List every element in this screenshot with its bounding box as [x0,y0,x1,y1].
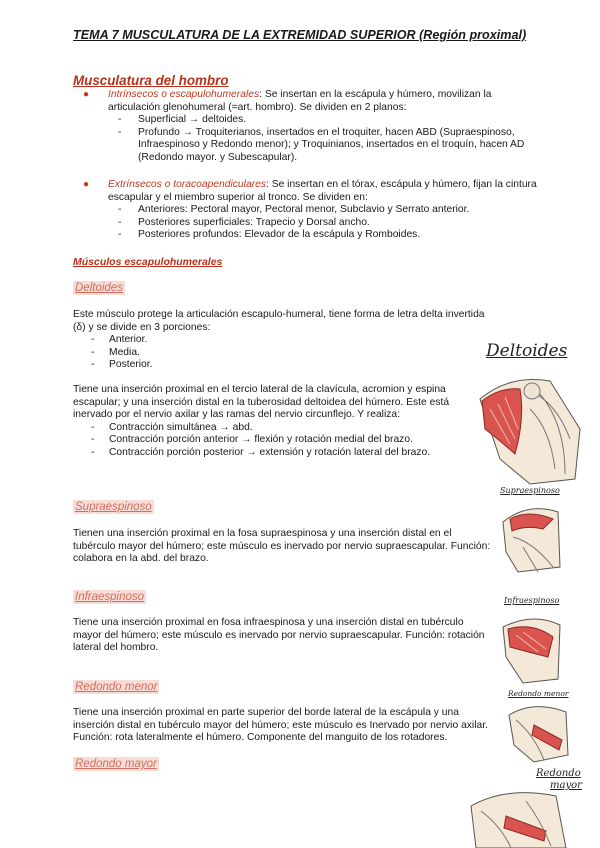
intrinsecos-term: Intrínsecos o escapulohumerales [108,89,260,100]
heading-redondo-menor: Redondo menor [75,681,158,693]
deltoides-insertion [73,384,455,460]
section-heading-hombro: Musculatura del hombro [73,73,229,88]
deltoides-intro-text: Este músculo protege la articulación escapulo-humeral, tiene forma de letra delta invertida (δ) y se divide en 3 porciones: [73,309,485,333]
list-item: - Superficial → deltoides. [118,114,247,126]
redondo-menor-sketch [504,688,574,768]
list-item-text: Profundo → Troquiterianos, insertados en el troquiter, hacen ABD (Supraespinoso, Infraespinoso y Redondo menor); y Troquinianos, insertados en el troquín, hacen AD (Redondo mayor. y Subescapular). [138,126,525,163]
supraespinoso-drawing-icon [498,497,568,577]
list-item: - Posteriores profundos: Elevador de la escápula y Romboides. [118,229,421,241]
intrinsecos-text: : Se insertan en la escápula y húmero, movilizan la articulación glenohumeral (=art. hombro). Se dividen en 2 planos: [108,89,492,113]
intrinsecos-block [82,89,542,165]
sketch-label-supraespinoso: Supraespinoso [500,486,560,495]
list-item: - Posterior. [91,359,153,371]
infraespinoso-sketch [498,595,568,685]
sketch-label-redondo-menor: Redondo menor [508,689,569,698]
heading-infraespinoso: Infraespinoso [75,591,145,603]
list-item-text: Anteriores: Pectoral mayor, Pectoral menor, Subclavio y Serrato anterior. [138,204,470,216]
extrinsecos-text: : Se insertan en el tórax, escápula y húmero, fijan la cintura escapular y el miembro superior al tronco. Se dividen en: [108,179,537,203]
page-title: TEMA 7 MUSCULATURA DE LA EXTREMIDAD SUPERIOR (Región proximal) [73,28,527,42]
list-item-text: Media. [109,346,140,358]
list-item: - Anteriores: Pectoral mayor, Pectoral menor, Subclavio y Serrato anterior. [118,204,470,216]
sketch-label-deltoides: Deltoides [486,341,568,361]
list-item-text: Posteriores superficiales: Trapecio y Dorsal ancho. [138,216,370,228]
redondo-mayor-sketch [466,768,590,848]
list-item: - Posteriores superficiales: Trapecio y Dorsal ancho. [118,216,370,228]
infraespinoso-text: Tiene una inserción proximal en fosa infraespinosa y una inserción distal en tubérculo mayor del húmero; este músculo es inervado por nervio supraescapular. Función: rotación lateral del hombro. [73,617,485,654]
extrinsecos-block [82,179,542,242]
list-item: - Contracción porción posterior → extensión y rotación lateral del brazo. [91,446,431,458]
intrinsecos-bullet [82,89,542,114]
list-item: - Anterior. [91,334,148,346]
list-item: - Profundo → Troquiterianos, insertados en el troquiter, hacen ABD (Supraespinoso, Infraespinoso y Redondo menor); y Troquinianos, insertados en el troquín, hacen AD (Redondo mayor. y Subescapular). [118,126,525,163]
list-item-text: Contracción porción anterior → flexión y rotación medial del brazo. [109,434,413,446]
list-item-text: Posterior. [109,359,153,371]
heading-deltoides: Deltoides [75,282,123,294]
redondo-menor-text: Tiene una inserción proximal en parte superior del borde lateral de la escápula y una inserción distal en tubérculo mayor del húmero; este músculo es Inervado por nervio axilar. Función: rota lateralmente el húmero. Componente del manguito de los rotadores. [73,707,488,744]
list-item: - Contracción porción anterior → flexión y rotación medial del brazo. [91,434,413,446]
supraespinoso-text: Tienen una inserción proximal en la fosa supraespinosa y una inserción distal en el tubérculo mayor del húmero; este músculo es inervado por nervio supraescapular. Función: colabora en la abd. del brazo. [73,528,491,565]
list-item: - Contracción simultánea → abd. [91,421,253,433]
heading-redondo-mayor: Redondo mayor [75,758,157,770]
section-heading-escapulohumerales: Músculos escapulohumerales [73,256,223,268]
list-item-text: Contracción porción posterior → extensión y rotación lateral del brazo. [109,446,431,458]
supraespinoso-sketch [498,485,568,580]
sketch-label-redondo-mayor-2: mayor [550,780,582,791]
extrinsecos-bullet [82,179,542,204]
list-item-text: Superficial → deltoides. [138,114,247,126]
redondo-mayor-drawing-icon [466,786,576,848]
deltoides-drawing-icon [470,369,590,489]
heading-supraespinoso: Supraespinoso [75,501,152,513]
list-item: - Media. [91,346,140,358]
sketch-label-infraespinoso: Infraespinoso [504,596,560,605]
extrinsecos-list [82,204,542,242]
bullet-icon: ● [83,179,90,190]
sketch-label-redondo-mayor-1: Redondo [536,768,581,779]
intrinsecos-list [82,114,542,164]
extrinsecos-term: Extrínsecos o toracoapendiculares [108,179,266,190]
deltoides-intro [73,309,491,372]
list-item-text: Contracción simultánea → abd. [109,421,253,433]
deltoides-sketch [470,341,590,485]
infraespinoso-drawing-icon [498,607,568,685]
deltoides-insertion-text: Tiene una inserción proximal en el tercio lateral de la clavícula, acromion y espina escapular; y una inserción distal en la tuberosidad deltoidea del húmero. Este está inervado por el nervio axilar y las ramas del nervio circunflejo. Y realiza: [73,384,450,421]
list-item-text: Anterior. [109,334,148,346]
bullet-icon: ● [83,89,90,100]
redondo-menor-drawing-icon [504,700,574,768]
list-item-text: Posteriores profundos: Elevador de la escápula y Romboides. [138,229,421,241]
